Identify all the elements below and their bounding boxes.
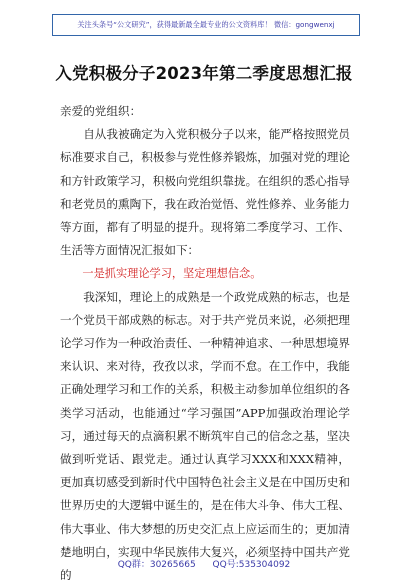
footer-qq-group: QQ群：30265665	[117, 560, 196, 570]
banner-text: 关注头条号“公文研究”，获得最新最全最专业的公文资料库！ 微信：gongwenxj	[77, 20, 335, 29]
footer-contact	[0, 557, 408, 570]
document-body	[60, 100, 350, 587]
document-title: 入党积极分子2023年第二季度思想汇报	[55, 64, 353, 83]
salutation: 亲爱的党组织：	[60, 104, 142, 118]
top-banner	[52, 14, 360, 36]
section-heading: 一是抓实理论学习，坚定理想信念。	[82, 267, 262, 281]
footer-qq: QQ号:535304092	[212, 560, 291, 570]
section-paragraph: 我深知，理论上的成熟是一个政党成熟的标志，也是一个党员干部成熟的标志。对于共产党员来说，必须把理论学习作为一种政治责任、一种精神追求、一种思想境界来认识、来对待，孜孜以求，学而不怠。在工作中，我能正确处理学习和工作的关系，积极主动参加单位组织的各类学习活动，也能通过“学习强国”APP加强政治理论学习，通过每天的点滴积累不断筑牢自己的信念之基，坚决做到听党话、跟党走。通过认真学习XXX和XXX精神，更加真切感受到新时代中国特色社会主义是在中国历史和世界历史的大逻辑中诞生的，是在伟大斗争、伟大工程、伟大事业、伟大梦想的历史交汇点上应运而生的；更加清楚地明白，实现中华民族伟大复兴，必须坚持中国共产党的	[60, 289, 350, 583]
intro-paragraph: 自从我被确定为入党积极分子以来，能严格按照党员标准要求自己，积极参与党性修养锻炼，加强对党的理论和方针政策学习，积极向党组织靠拢。在组织的悉心指导和老党员的熏陶下，我在政治觉悟、党性修养、业务能力等方面，都有了明显的提升。现将第二季度学习、工作、生活等方面情况汇报如下：	[60, 127, 350, 258]
